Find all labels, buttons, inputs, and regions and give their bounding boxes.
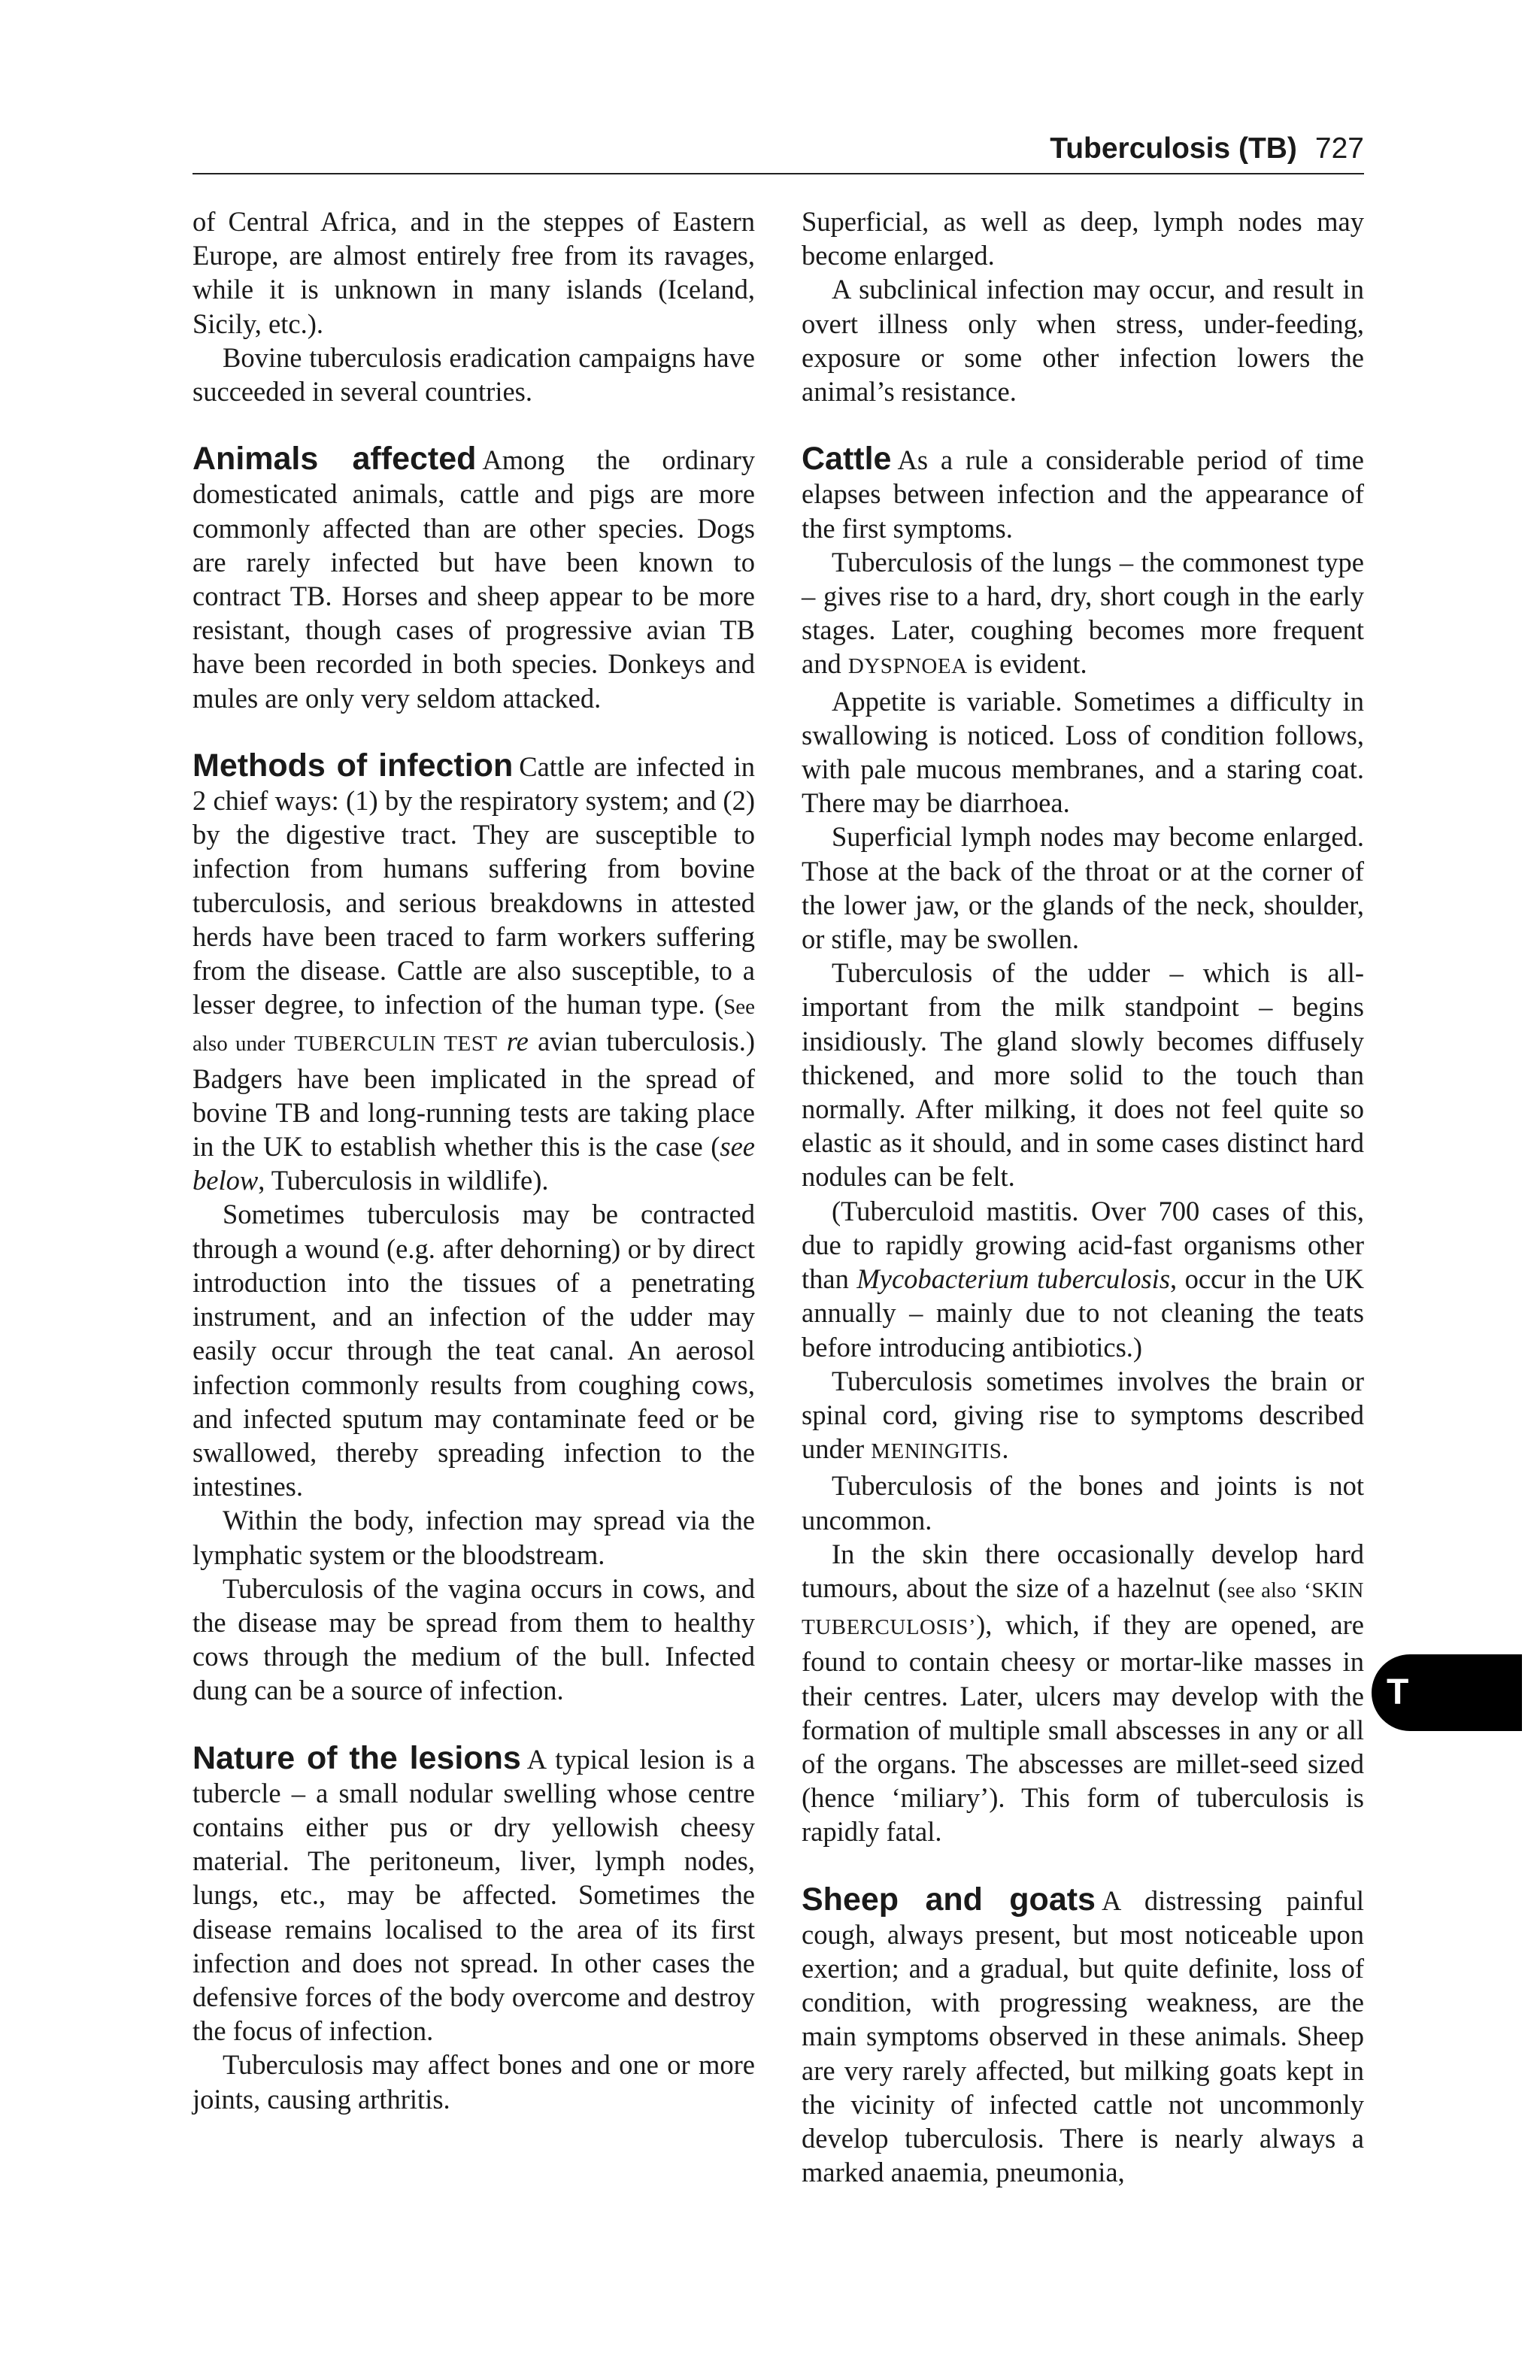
cross-reference: TUBERCULIN TEST xyxy=(294,1032,498,1057)
paragraph-text-end: is evident. xyxy=(974,648,1087,680)
section-text-end: , Tuberculosis in wildlife). xyxy=(258,1165,549,1196)
left-column xyxy=(192,205,755,2116)
page-number: 727 xyxy=(1314,132,1364,165)
italic-organism-name: Mycobacterium tuberculosis xyxy=(856,1263,1171,1295)
header-rule xyxy=(192,173,1364,174)
paragraph: Tuberculosis may affect bones and one or more joints, causing arthritis. xyxy=(192,2049,755,2115)
section-heading: Cattle xyxy=(802,441,892,478)
section-nature-of-lesions xyxy=(192,1739,755,2048)
paragraph-text-end: . xyxy=(1002,1433,1009,1465)
paragraph-text-end: ), which, if they are opened, are found to contain cheesy or mortar-like masses in their centres. Later, ulcers may develop with the formation of multiple small abscesses in any or all of the organs. The abscesses are millet-seed sized (hence ‘miliary’). This form of tuberculosis is rapidly fatal. xyxy=(802,1609,1364,1848)
paragraph: Tuberculosis of the vagina occurs in cows, and the disease may be spread from them to healthy cows through the medium of the bull. Infected dung can be a source of infection. xyxy=(192,1572,755,1706)
paragraph: Within the body, infection may spread via the lymphatic system or the bloodstream. xyxy=(192,1505,755,1570)
see-below-note: see below xyxy=(192,1131,755,1196)
paragraph-brain xyxy=(802,1364,1364,1469)
section-methods-of-infection xyxy=(192,749,755,1198)
section-text: As a rule a considerable period of time elapses between infection and the appearance of the first symptoms. xyxy=(802,444,1364,544)
paragraph: Appetite is variable. Sometimes a difficulty in swallowing is noticed. Loss of condition follows, with pale mucous membranes, and a staring coat. There may be diarrhoea. xyxy=(802,685,1364,819)
italic-re: re xyxy=(506,1026,529,1057)
thumb-index-letter: T xyxy=(1387,1672,1409,1712)
section-heading: Animals affected xyxy=(192,441,477,478)
cross-reference: ‘SKIN TUBERCULOSIS’ xyxy=(802,1578,1365,1640)
section-cattle xyxy=(802,442,1364,545)
section-text: A typical lesion is a tubercle – a small nodular swelling whose centre contains either pus or dry yellowish cheesy material. The peritoneum, liver, lymph nodes, lungs, etc., may be affected. Sometimes the disease remains localised to the area of its first infection and does not spread. In other cases the defensive forces of the body overcome and destroy the focus of infection. xyxy=(192,1743,755,2047)
paragraph-mastitis xyxy=(802,1194,1364,1364)
section-heading: Nature of the lesions xyxy=(192,1739,521,1776)
section-text: Cattle are infected in 2 chief ways: (1) by the respiratory system; and (2) by the digestive tract. They are susceptible to infection from humans suffering from bovine tuberculosis, and serious breakdowns in attested herds have been traced to farm workers suffering from the disease. Cattle are also susceptible, to a lesser degree, to infection of the human type. ( xyxy=(192,750,755,1020)
paragraph-text: Tuberculosis of the lungs – the commonest type – gives rise to a hard, dry, short cough in the early stages. Later, coughing becomes more frequent and xyxy=(802,546,1364,680)
section-heading: Methods of infection xyxy=(192,747,514,784)
see-also-note: see also xyxy=(1226,1578,1296,1602)
paragraph-text: In the skin there occasionally develop hard tumours, about the size of a hazelnut ( xyxy=(802,1538,1364,1603)
paragraph-text: Tuberculosis sometimes involves the brain or spinal cord, giving rise to symptoms described under xyxy=(802,1365,1364,1465)
paragraph: Superficial lymph nodes may become enlarged. Those at the back of the throat or at the corner of the lower jaw, or the glands of the neck, shoulder, or stifle, may be swollen. xyxy=(802,821,1364,955)
paragraph-lungs xyxy=(802,545,1364,684)
paragraph-text-end: , occur in the UK annually – mainly due to not cleaning the teats before introducing antibiotics.) xyxy=(802,1263,1364,1363)
running-head-title: Tuberculosis (TB) xyxy=(1050,132,1297,165)
eradication-paragraph: Bovine tuberculosis eradication campaigns have succeeded in several countries. xyxy=(192,341,755,408)
paragraph-text: (Tuberculoid mastitis. Over 700 cases of this, due to rapidly growing acid-fast organisms other than xyxy=(802,1195,1364,1295)
section-animals-affected xyxy=(192,442,755,715)
section-text: Among the ordinary domesticated animals, cattle and pigs are more commonly affected than are other species. Dogs are rarely infected but have been known to contract TB. Horses and sheep appear to be more resistant, though cases of progressive avian TB have been recorded in both species. Donkeys and mules are only very seldom attacked. xyxy=(192,444,755,714)
section-heading: Sheep and goats xyxy=(802,1881,1096,1918)
cross-reference: MENINGITIS xyxy=(871,1439,1002,1464)
running-head xyxy=(192,126,1364,171)
section-sheep-and-goats xyxy=(802,1883,1364,2190)
see-also-note: See also under xyxy=(192,995,755,1057)
thumb-index-tab xyxy=(1372,1654,1522,1731)
cross-reference: DYSPNOEA xyxy=(847,654,968,679)
paragraph: Tuberculosis of the udder – which is all-important from the milk standpoint – begins insidiously. The gland slowly becomes diffusely thickened, and more solid to the touch than normally. After milking, it does not feel quite so elastic as it should, and in some cases distinct hard nodules can be felt. xyxy=(802,957,1364,1193)
intro-paragraph: of Central Africa, and in the steppes of Eastern Europe, are almost entirely free from its ravages, while it is unknown in many islands (Iceland, Sicily, etc.). xyxy=(192,206,755,339)
paragraph: Tuberculosis of the bones and joints is not uncommon. xyxy=(802,1470,1364,1536)
paragraph: A subclinical infection may occur, and result in overt illness only when stress, under-feeding, exposure or some other infection lowers the animal’s resistance. xyxy=(802,274,1364,408)
section-text: A distressing painful cough, always present, but most noticeable upon exertion; and a gradual, but quite definite, loss of condition, with progressing weakness, are the main symptoms observed in these animals. Sheep are very rarely affected, but milking goats kept in the vicinity of infected cattle not uncommonly develop tuberculosis. There is nearly always a marked anaemia, pneumonia, xyxy=(802,1884,1364,2188)
paragraph: Superficial, as well as deep, lymph nodes may become enlarged. xyxy=(802,206,1364,271)
right-column xyxy=(802,205,1364,2189)
section-text-continued: avian tuberculosis.) Badgers have been implicated in the spread of bovine TB and long-running tests are taking place in the UK to establish whether this is the case ( xyxy=(192,1026,755,1163)
paragraph: Sometimes tuberculosis may be contracted through a wound (e.g. after dehorning) or by direct introduction into the tissues of a penetrating instrument, and an infection of the udder may easily occur through the teat canal. An aerosol infection commonly results from coughing cows, and infected sputum may contaminate feed or be swallowed, thereby spreading infection to the intestines. xyxy=(192,1199,755,1502)
paragraph-skin xyxy=(802,1537,1364,1849)
